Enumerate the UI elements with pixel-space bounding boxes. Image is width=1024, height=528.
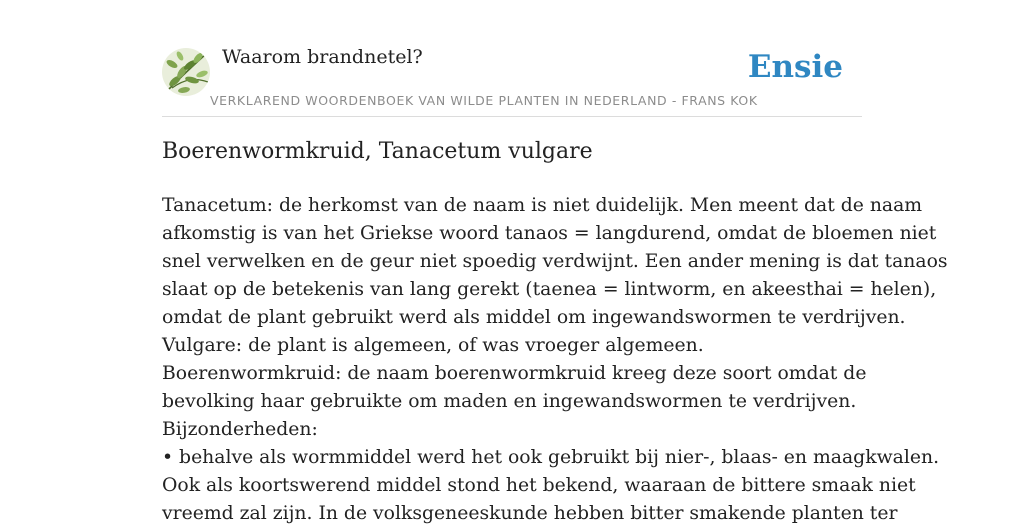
- body-line: vreemd zal zijn. In de volksgeneeskunde hebben bitter smakende planten ter: [162, 503, 898, 524]
- dictionary-subtitle[interactable]: VERKLAREND WOORDENBOEK VAN WILDE PLANTEN IN NEDERLAND - FRANS KOK: [210, 93, 758, 108]
- body-line: snel verwelken en de geur niet spoedig verdwijnt. Een ander mening is dat tanaos: [162, 251, 948, 272]
- entry-title: Boerenwormkruid, Tanacetum vulgare: [162, 139, 593, 164]
- plant-leaves-icon[interactable]: [162, 48, 210, 96]
- body-line: omdat de plant gebruikt werd als middel om ingewandswormen te verdrijven.: [162, 307, 906, 328]
- body-line: slaat op de betekenis van lang gerekt (taenea = lintworm, en akeesthai = helen),: [162, 279, 937, 300]
- body-line: Bijzonderheden:: [162, 419, 318, 440]
- body-line: Vulgare: de plant is algemeen, of was vroeger algemeen.: [162, 335, 704, 356]
- dictionary-title[interactable]: Waarom brandnetel?: [222, 46, 423, 68]
- site-header: [162, 44, 862, 117]
- body-line: Tanacetum: de herkomst van de naam is niet duidelijk. Men meent dat de naam: [162, 195, 923, 216]
- body-line: bevolking haar gebruikte om maden en ingewandswormen te verdrijven.: [162, 391, 857, 412]
- entry-body: [162, 192, 948, 528]
- body-line: afkomstig is van het Griekse woord tanaos = langdurend, omdat de bloemen niet: [162, 223, 937, 244]
- ensie-logo[interactable]: Ensie: [747, 49, 843, 85]
- body-line: Ook als koortswerend middel stond het bekend, waaraan de bittere smaak niet: [162, 475, 916, 496]
- body-line: Boerenwormkruid: de naam boerenwormkruid kreeg deze soort omdat de: [162, 363, 867, 384]
- body-line: • behalve als wormmiddel werd het ook gebruikt bij nier-, blaas- en maagkwalen.: [162, 447, 940, 468]
